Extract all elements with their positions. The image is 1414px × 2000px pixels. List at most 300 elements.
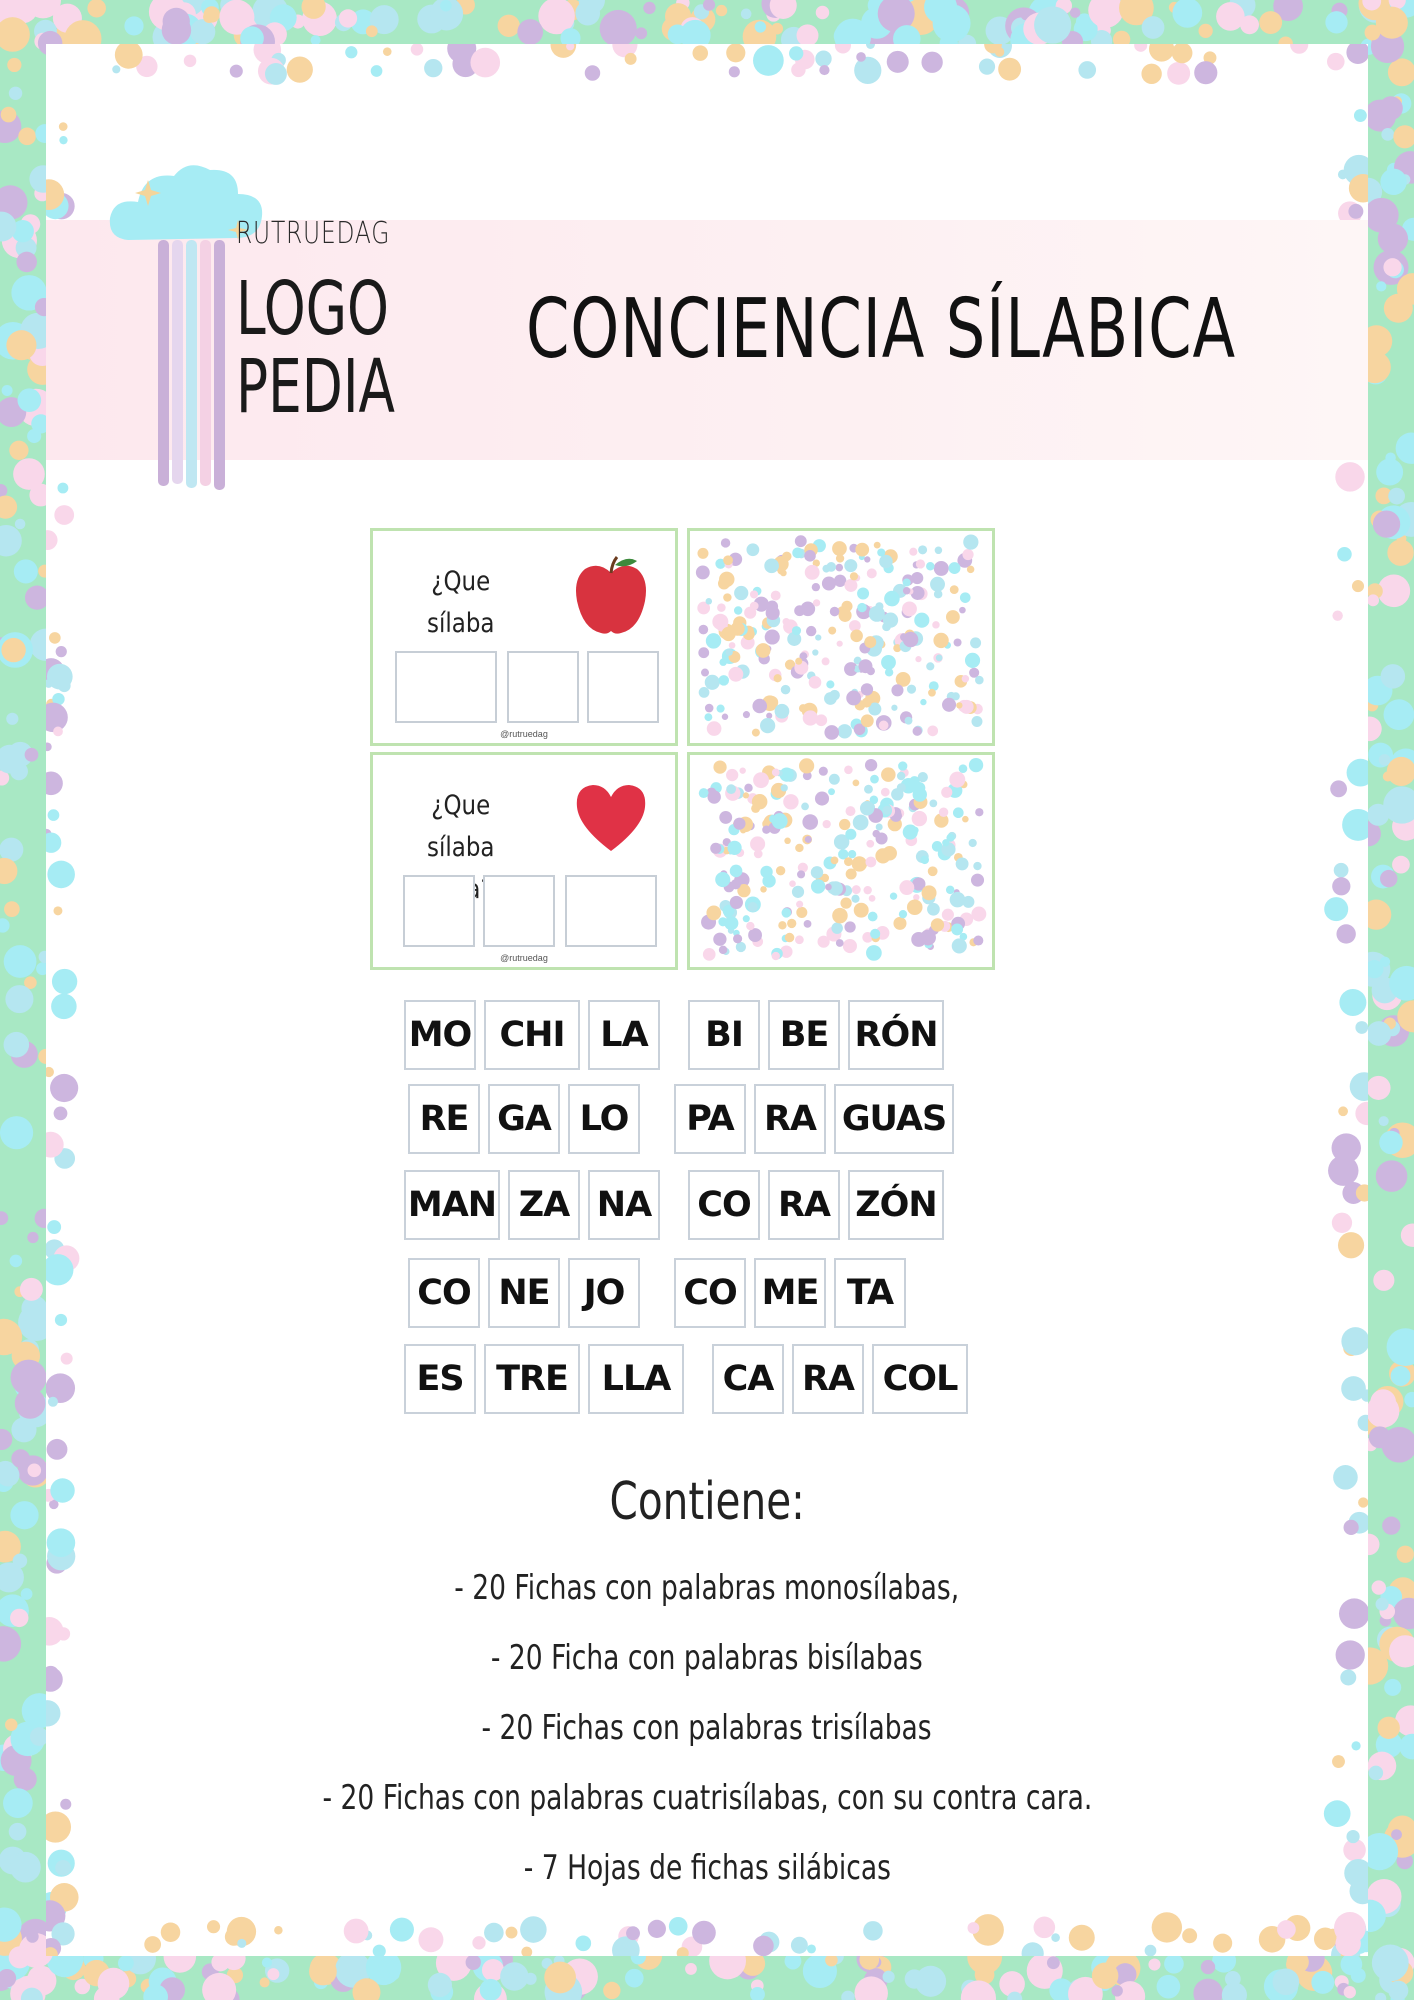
decor-dot	[480, 1979, 502, 2000]
decor-dot	[1391, 1829, 1402, 1840]
decor-dot	[829, 774, 840, 785]
syllable-tile: RA	[768, 1170, 840, 1240]
decor-dot	[909, 548, 917, 556]
decor-dot	[707, 721, 722, 736]
decor-dot	[861, 683, 873, 695]
decor-dot	[706, 633, 721, 648]
decor-dot	[797, 870, 805, 878]
decor-dot	[10, 1501, 38, 1529]
decor-dot	[941, 787, 952, 798]
decor-dot	[1334, 1912, 1366, 1944]
logo-line-2: PEDIA	[236, 344, 395, 430]
decor-dot	[1346, 1830, 1359, 1843]
decor-dot	[907, 899, 923, 915]
decor-dot	[0, 1429, 12, 1450]
decor-dot	[881, 788, 890, 797]
decor-dot	[1164, 1954, 1184, 1974]
decor-dot	[724, 916, 738, 930]
decor-dot	[1375, 1993, 1386, 2000]
decor-dot	[1373, 1270, 1394, 1291]
decor-dot	[795, 935, 804, 944]
syllable-tile: JO	[568, 1258, 640, 1328]
decor-dot	[54, 1106, 68, 1120]
card-question: ¿Que sílaba	[427, 790, 495, 863]
syllable-tile: RÓN	[848, 1000, 944, 1070]
decor-dot	[831, 922, 842, 933]
decor-dot	[1397, 1546, 1414, 1563]
decor-dot	[722, 714, 728, 720]
decor-dot	[792, 547, 803, 558]
decor-dot	[753, 772, 769, 788]
decor-dot	[1149, 44, 1174, 62]
decor-dot	[750, 590, 758, 598]
decor-dot	[812, 649, 818, 655]
decor-dot	[46, 742, 52, 751]
decor-dot	[1324, 897, 1348, 921]
contents-item: - 20 Ficha con palabras bisílabas	[491, 1638, 923, 1678]
decor-dot	[825, 884, 832, 891]
decor-dot	[466, 1955, 481, 1970]
decor-dot	[781, 784, 788, 791]
decor-dot	[52, 969, 77, 994]
decor-dot	[16, 252, 37, 273]
decor-dot	[884, 591, 900, 607]
decor-dot	[1134, 44, 1147, 52]
decor-dot	[723, 593, 731, 601]
decor-dot	[877, 548, 885, 556]
decor-dot	[14, 559, 38, 583]
decor-dot	[1372, 1945, 1409, 1982]
decor-dot	[836, 939, 844, 947]
decor-dot	[1376, 281, 1386, 291]
decor-dot	[1092, 1962, 1119, 1989]
decor-dot	[383, 47, 392, 56]
decor-dot	[1222, 1982, 1247, 2000]
syllable-box	[587, 651, 659, 723]
decor-dot	[1373, 510, 1400, 537]
decor-dot	[744, 784, 752, 792]
decor-dot	[845, 829, 856, 840]
decor-dot	[703, 948, 716, 961]
decor-dot	[791, 63, 805, 77]
decor-dot	[893, 917, 906, 930]
decor-dot	[819, 65, 829, 75]
decor-dot	[952, 938, 967, 953]
decor-dot	[866, 840, 874, 848]
decor-dot	[371, 65, 383, 77]
decor-dot	[824, 725, 839, 740]
decor-dot	[1332, 1213, 1352, 1233]
decor-dot	[9, 87, 22, 100]
decor-dot	[845, 663, 855, 673]
decor-dot	[1367, 1021, 1392, 1046]
decor-dot	[61, 1353, 73, 1365]
decor-dot	[1290, 44, 1308, 54]
decor-dot	[857, 603, 866, 612]
decor-dot	[53, 727, 63, 737]
decor-dot	[625, 53, 637, 65]
decor-dot	[803, 710, 818, 725]
decor-dot	[846, 691, 861, 706]
decor-dot	[839, 819, 850, 830]
decor-dot	[716, 5, 727, 16]
decor-dot	[13, 1554, 28, 1569]
decor-dot	[1379, 1131, 1402, 1154]
decor-dot	[791, 1937, 808, 1954]
syllable-tile: ME	[754, 1258, 826, 1328]
decor-dot	[844, 579, 857, 592]
decor-dot	[4, 901, 20, 917]
syllable-box	[403, 875, 475, 947]
decor-dot	[1078, 61, 1096, 79]
decor-dot	[1372, 1580, 1386, 1594]
decor-dot	[1383, 258, 1401, 276]
decor-dot	[815, 51, 831, 67]
decor-dot	[969, 839, 977, 847]
decor-dot	[750, 602, 759, 611]
decor-dot	[802, 814, 818, 830]
decor-dot	[1311, 1971, 1334, 1994]
decor-dot	[28, 1967, 46, 1985]
decor-dot	[0, 525, 22, 556]
decor-dot	[792, 626, 801, 635]
decor-dot	[743, 915, 750, 922]
decor-dot	[21, 1588, 33, 1600]
decor-dot	[809, 676, 822, 689]
decor-dot	[736, 942, 746, 952]
decor-dot	[339, 9, 357, 27]
decor-dot	[0, 495, 17, 518]
decor-dot	[968, 1922, 980, 1934]
decor-dot	[905, 1969, 924, 1988]
decor-dot	[1172, 0, 1202, 28]
decor-dot	[729, 642, 736, 649]
decor-dot	[883, 806, 892, 815]
decor-dot	[706, 598, 713, 605]
syllable-tile: ZÓN	[848, 1170, 944, 1240]
decor-dot	[1332, 610, 1342, 620]
decor-dot	[274, 1926, 282, 1934]
decor-dot	[27, 1232, 38, 1243]
decor-dot	[760, 886, 767, 893]
decor-dot	[2, 385, 13, 396]
decor-dot	[472, 1936, 485, 1949]
decor-dot	[804, 920, 812, 928]
decor-dot	[643, 2, 655, 14]
decor-dot	[1358, 1415, 1368, 1431]
decor-dot	[897, 772, 905, 780]
decor-dot	[1381, 664, 1406, 689]
decor-dot	[723, 555, 733, 565]
decor-dot	[47, 1439, 68, 1460]
decor-dot	[865, 857, 876, 868]
contents-item: - 20 Fichas con palabras cuatrisílabas, con su contra cara.	[322, 1778, 1092, 1818]
decor-dot	[506, 1927, 518, 1939]
decor-dot	[971, 716, 982, 727]
decor-dot	[869, 895, 876, 902]
decor-dot	[309, 1958, 337, 1986]
decor-dot	[717, 603, 726, 612]
decor-dot	[855, 543, 869, 557]
decor-dot	[1401, 1223, 1414, 1246]
decor-dot	[794, 605, 805, 616]
decor-dot	[55, 1314, 67, 1326]
decor-dot	[1348, 204, 1363, 219]
decor-dot	[59, 136, 67, 144]
decor-dot	[713, 760, 726, 773]
decor-dot	[857, 587, 869, 599]
decor-dot	[946, 886, 955, 895]
decor-dot	[1335, 462, 1364, 491]
contents-item: - 7 Hojas de fichas silábicas	[523, 1848, 891, 1888]
decor-dot	[10, 1609, 28, 1627]
syllable-box	[395, 651, 497, 723]
decor-dot	[15, 1388, 46, 1419]
decor-dot	[1365, 25, 1381, 41]
decor-dot	[870, 775, 879, 784]
decor-dot	[928, 689, 936, 697]
decor-dot	[1381, 128, 1394, 141]
decor-dot	[1314, 1928, 1337, 1951]
decor-dot	[1366, 1076, 1390, 1100]
decor-dot	[756, 643, 771, 658]
decor-dot	[852, 856, 867, 871]
decor-dot	[971, 907, 986, 922]
decor-dot	[928, 866, 938, 876]
decor-dot	[1332, 877, 1350, 895]
decor-dot	[830, 607, 840, 617]
decor-dot	[54, 505, 74, 525]
decor-dot	[822, 657, 830, 665]
decor-dot	[1396, 433, 1414, 464]
decor-dot	[1157, 1975, 1181, 1999]
decor-dot	[956, 702, 962, 708]
card-question: ¿Que sílaba	[427, 566, 495, 639]
decor-dot	[57, 483, 68, 494]
decor-dot	[1388, 488, 1405, 505]
decor-dot	[46, 833, 61, 853]
decor-dot	[922, 885, 937, 900]
decor-dot	[750, 836, 765, 851]
decor-dot	[956, 857, 969, 870]
decor-dot	[18, 128, 36, 146]
decor-dot	[1, 107, 17, 123]
decor-dot	[752, 699, 767, 714]
decor-dot	[899, 910, 907, 918]
decor-dot	[6, 713, 18, 725]
decor-dot	[835, 564, 843, 572]
syllable-tile: CHI	[484, 1000, 580, 1070]
decor-dot	[26, 1930, 39, 1943]
decor-dot	[1393, 125, 1414, 148]
decor-dot	[1382, 1517, 1400, 1535]
decor-dot	[840, 897, 851, 908]
decor-dot	[979, 59, 995, 75]
decor-dot	[998, 58, 1021, 81]
decor-dot	[1, 638, 25, 662]
decor-dot	[806, 626, 816, 636]
decor-dot	[772, 769, 780, 777]
decor-dot	[881, 655, 896, 670]
contents-item: - 20 Fichas con palabras monosílabas,	[454, 1568, 960, 1608]
decor-dot	[1328, 1155, 1358, 1185]
decor-dot	[898, 761, 907, 770]
decor-dot	[875, 848, 890, 863]
syllable-box	[565, 875, 657, 947]
decor-dot	[796, 901, 803, 908]
decor-dot	[926, 662, 934, 670]
decor-dot	[839, 609, 852, 622]
decor-dot	[962, 675, 969, 682]
decor-dot	[1384, 1679, 1401, 1696]
decor-dot	[905, 717, 913, 725]
decor-dot	[733, 818, 745, 830]
decor-dot	[973, 935, 983, 945]
decor-dot	[190, 19, 215, 44]
decor-dot	[1392, 856, 1410, 874]
decor-dot	[929, 799, 937, 807]
decor-dot	[741, 9, 752, 20]
decor-dot	[752, 729, 760, 737]
decor-dot	[46, 1067, 54, 1077]
decor-dot	[5, 985, 33, 1013]
decor-dot	[1350, 1072, 1368, 1101]
decor-dot	[868, 912, 878, 922]
decor-dot	[863, 1921, 883, 1941]
decor-dot	[818, 936, 830, 948]
syllable-tile: CA	[712, 1344, 784, 1414]
decor-dot	[1145, 1945, 1157, 1956]
decor-dot	[1034, 6, 1071, 43]
decor-dot	[726, 44, 745, 62]
decor-dot	[1351, 1968, 1366, 1983]
decor-dot	[883, 1971, 895, 1983]
decor-dot	[1385, 452, 1396, 463]
decor-dot	[949, 562, 961, 574]
decor-dot	[822, 576, 836, 590]
decor-dot	[903, 825, 918, 840]
syllable-tile: ES	[404, 1344, 476, 1414]
decor-dot	[729, 66, 740, 77]
decor-dot	[734, 586, 748, 600]
decor-dot	[717, 705, 725, 713]
decor-dot	[1388, 1981, 1408, 2000]
decor-dot	[801, 803, 809, 811]
decor-dot	[693, 45, 709, 61]
decor-dot	[813, 599, 820, 606]
decor-dot	[953, 807, 964, 818]
decor-dot	[874, 542, 881, 549]
decor-dot	[424, 59, 442, 77]
decor-dot	[776, 866, 785, 875]
decor-dot	[262, 1958, 272, 1968]
decor-dot	[1051, 1933, 1060, 1942]
decor-dot	[743, 792, 749, 798]
decor-dot	[807, 1944, 816, 1953]
decor-dot	[635, 27, 647, 39]
decor-dot	[909, 776, 920, 787]
decor-dot	[1339, 989, 1366, 1016]
decor-dot	[1213, 1934, 1232, 1953]
question-card-heart	[370, 752, 678, 970]
syllable-tile: MO	[404, 1000, 476, 1070]
decor-dot	[912, 811, 927, 826]
decor-dot	[470, 48, 500, 78]
decor-dot	[1194, 61, 1217, 84]
decor-dot	[936, 655, 943, 662]
decor-dot	[124, 16, 143, 35]
decor-dot	[366, 25, 378, 37]
decor-dot	[0, 1626, 21, 1661]
decor-dot	[826, 680, 834, 688]
decor-dot	[1259, 11, 1282, 34]
decor-dot	[161, 1922, 181, 1942]
syllable-tile: ZA	[508, 1170, 580, 1240]
decor-dot	[848, 850, 856, 858]
syllable-tile: NA	[588, 1170, 660, 1240]
decor-dot	[718, 578, 730, 590]
decor-dot	[713, 933, 726, 946]
decor-dot	[727, 841, 741, 855]
apple-icon	[571, 551, 651, 637]
decor-dot	[864, 785, 873, 794]
decor-dot	[1378, 224, 1408, 254]
syllable-tile: GUAS	[834, 1084, 954, 1154]
decor-dot	[785, 933, 794, 942]
decor-dot	[897, 783, 906, 792]
decor-dot	[1380, 957, 1390, 967]
decor-dot	[112, 65, 120, 73]
decor-dot	[521, 1947, 532, 1956]
decor-dot	[939, 808, 948, 817]
decor-dot	[881, 767, 896, 782]
decor-dot	[498, 15, 520, 37]
decor-dot	[440, 0, 452, 11]
syllable-tile: RA	[792, 1344, 864, 1414]
decor-dot	[899, 880, 914, 895]
decor-dot	[740, 767, 746, 773]
decor-dot	[1142, 16, 1165, 39]
decor-dot	[795, 844, 803, 852]
decor-dot	[6, 330, 36, 360]
syllable-tile: MAN	[404, 1170, 500, 1240]
decor-dot	[837, 641, 843, 647]
decor-dot	[0, 1116, 33, 1149]
decor-dot	[287, 57, 313, 83]
decor-dot	[4, 1032, 30, 1058]
decor-dot	[860, 801, 874, 815]
decor-dot	[834, 575, 846, 587]
decor-dot	[812, 583, 820, 591]
decor-dot	[942, 698, 956, 712]
decor-dot	[719, 658, 727, 666]
decor-dot	[1167, 62, 1190, 85]
decor-dot	[828, 788, 835, 795]
decor-dot	[390, 1918, 414, 1942]
decor-dot	[669, 1917, 688, 1936]
decor-dot	[345, 46, 357, 58]
syllable-tile: NE	[488, 1258, 560, 1328]
decor-dot	[1376, 7, 1408, 39]
decor-dot	[585, 65, 600, 80]
decor-dot	[1338, 1232, 1364, 1258]
syllable-tile: CO	[688, 1170, 760, 1240]
decor-dot	[719, 811, 732, 824]
decor-dot	[1336, 924, 1355, 943]
decor-dot	[828, 627, 836, 635]
decor-dot	[1172, 44, 1193, 63]
decor-dot	[844, 921, 855, 932]
